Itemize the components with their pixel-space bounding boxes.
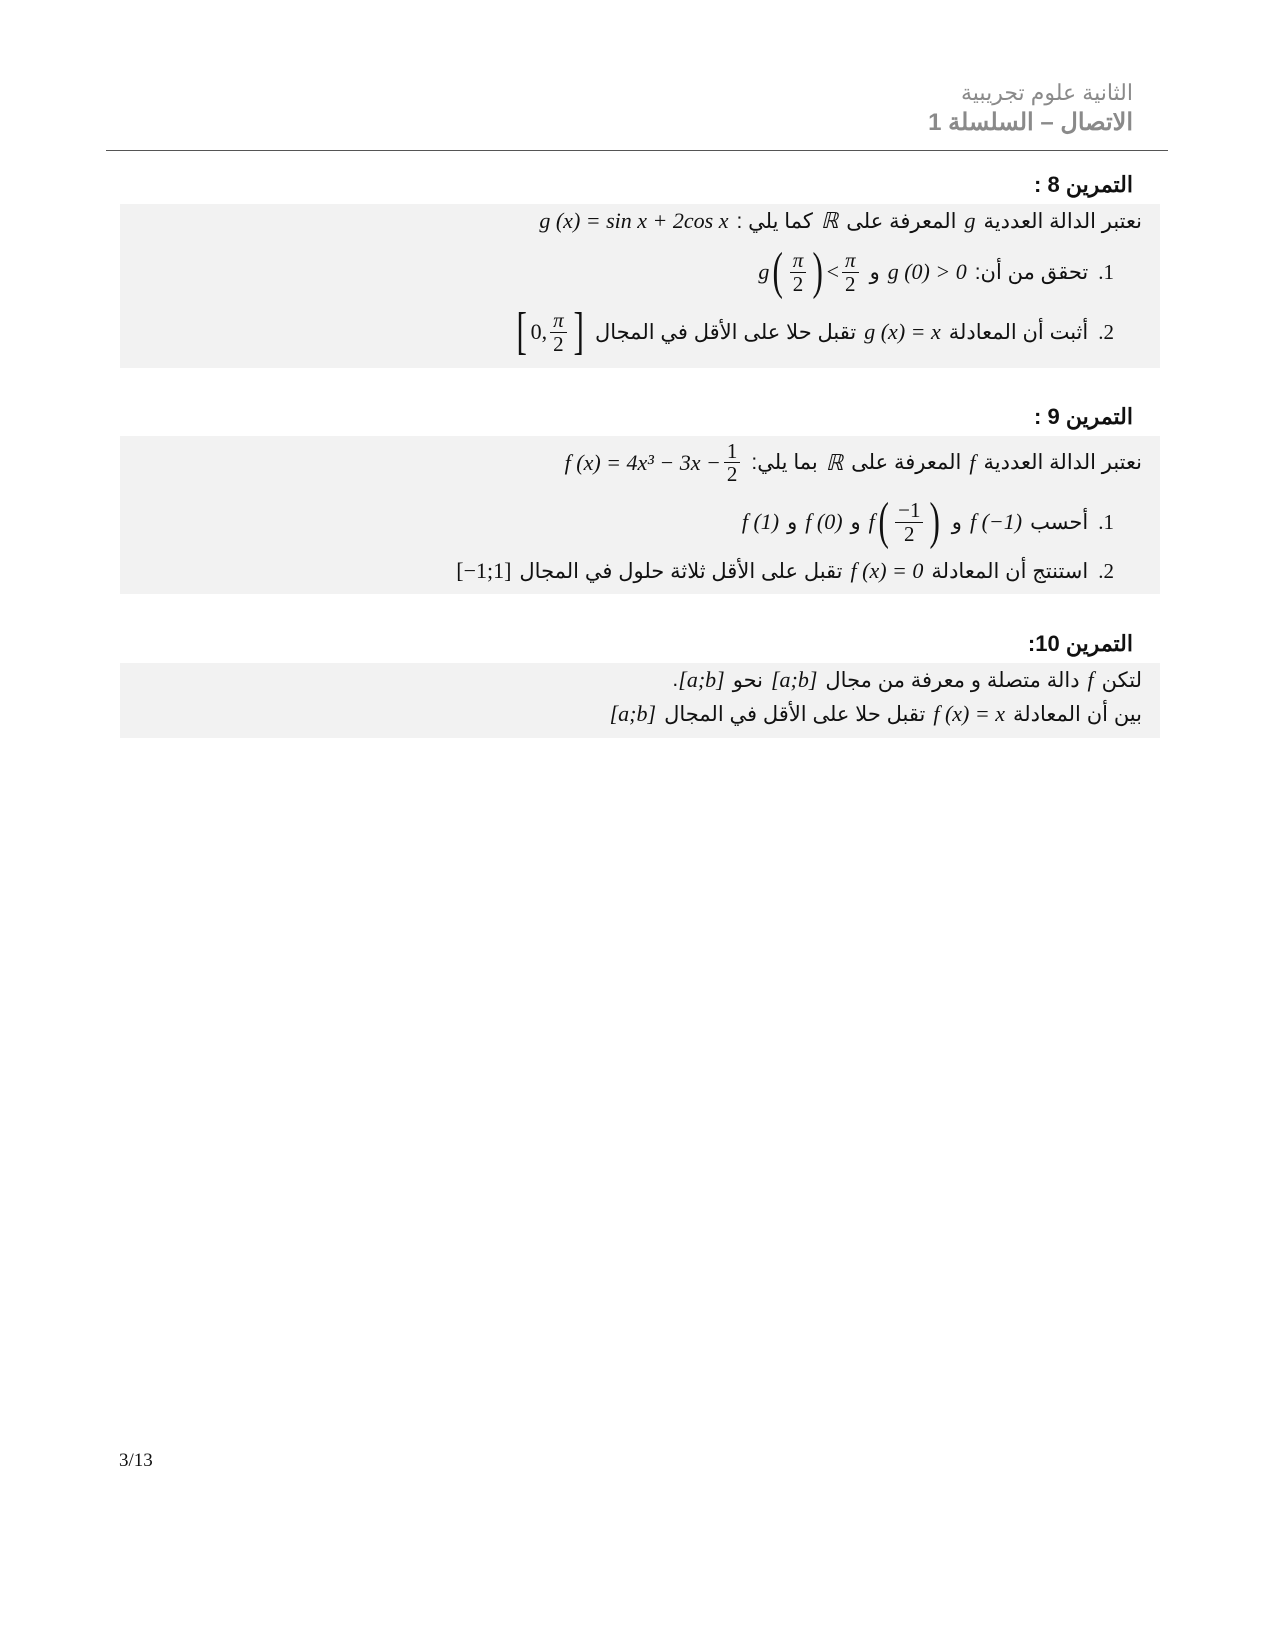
right-bracket: ] bbox=[573, 303, 584, 360]
as-follows-text: كما يلي : bbox=[736, 209, 813, 233]
page-number: 3/13 bbox=[119, 1450, 153, 1471]
question-text: أحسب bbox=[1030, 510, 1089, 534]
formula-main: f (x) = 4x³ − 3x − bbox=[564, 449, 721, 475]
question-text-b: تقبل على الأقل ثلاثة حلول في المجال bbox=[519, 559, 843, 583]
class-level: الثانية علوم تجريبية bbox=[961, 80, 1133, 105]
exercise-8-question-2 bbox=[513, 303, 1114, 360]
exercise-9-intro bbox=[565, 440, 1142, 485]
function-formula: g (x) = sin x + 2cos x bbox=[539, 208, 729, 233]
and-word: و bbox=[869, 260, 880, 284]
period: . bbox=[672, 668, 679, 691]
question-number: 2. bbox=[1098, 558, 1114, 583]
math-g0-positive: g (0) > 0 bbox=[887, 259, 967, 284]
text-continuous: دالة متصلة و معرفة من مجال bbox=[825, 668, 1080, 692]
exercise-8-intro bbox=[539, 208, 1142, 234]
text-has-solution: تقبل حلا على الأقل في المجال bbox=[664, 702, 926, 726]
exercise-9-title: التمرين 9 : bbox=[1034, 404, 1133, 429]
interval-0-pi-half bbox=[513, 303, 587, 360]
math-fx-equals-0: f (x) = 0 bbox=[850, 558, 924, 583]
less-than: < bbox=[826, 259, 840, 284]
and-word: و bbox=[951, 510, 962, 534]
denominator: 2 bbox=[726, 462, 738, 487]
left-paren: ( bbox=[878, 493, 889, 550]
question-number: 2. bbox=[1098, 319, 1114, 344]
exercise-8-question-1 bbox=[758, 243, 1114, 300]
math-fx-equals-x: f (x) = x bbox=[933, 701, 1005, 726]
denominator: 2 bbox=[553, 331, 564, 356]
pi-over-two bbox=[550, 309, 567, 354]
question-number: 1. bbox=[1098, 259, 1114, 284]
header-divider bbox=[106, 150, 1168, 151]
exercise-10-line-2 bbox=[610, 701, 1142, 727]
pi-over-two bbox=[790, 249, 807, 294]
numerator: 1 bbox=[724, 440, 741, 463]
and-word: و bbox=[850, 510, 861, 534]
math-f-1: f (1) bbox=[741, 509, 780, 534]
exercise-9-box bbox=[120, 436, 1160, 594]
math-g-pi-half-inequality bbox=[758, 243, 861, 300]
exercise-9-question-1 bbox=[741, 493, 1114, 550]
left-bracket: [ bbox=[516, 303, 528, 360]
intro-text: نعتبر الدالة العددية bbox=[983, 451, 1142, 475]
one-half bbox=[724, 440, 741, 485]
question-text: تحقق من أن: bbox=[974, 260, 1089, 284]
g-symbol: g bbox=[758, 259, 770, 284]
series-title: الاتصال – السلسلة 1 bbox=[928, 109, 1133, 136]
interval-ab: [a;b] bbox=[678, 667, 725, 692]
text-show: بين أن المعادلة bbox=[1012, 702, 1142, 726]
reals-symbol: ℝ bbox=[820, 208, 839, 233]
interval-minus1-1: [−1;1] bbox=[456, 558, 512, 583]
exercise-10-box bbox=[120, 663, 1160, 738]
f-symbol: f bbox=[868, 509, 875, 534]
question-text-b: تقبل حلا على الأقل في المجال bbox=[594, 320, 857, 344]
right-paren: ) bbox=[929, 493, 941, 550]
exercise-8-title: التمرين 8 : bbox=[1034, 172, 1133, 197]
denominator: 2 bbox=[904, 521, 915, 546]
as-follows-text: بما يلي: bbox=[751, 451, 818, 475]
numerator: π bbox=[550, 309, 567, 332]
function-name: g bbox=[964, 208, 976, 233]
denominator: 2 bbox=[845, 271, 856, 296]
question-text-a: استنتج أن المعادلة bbox=[931, 559, 1089, 583]
left-paren: ( bbox=[772, 243, 784, 300]
function-name: f bbox=[969, 449, 976, 475]
exercise-8-box bbox=[120, 204, 1160, 368]
interval-ab: [a;b] bbox=[609, 701, 657, 726]
question-text-a: أثبت أن المعادلة bbox=[948, 320, 1089, 344]
right-paren: ) bbox=[812, 243, 824, 300]
text-towards: نحو bbox=[732, 668, 763, 692]
numerator: π bbox=[790, 249, 807, 272]
defined-on-text: المعرفة على bbox=[846, 209, 957, 233]
reals-symbol: ℝ bbox=[825, 449, 844, 475]
math-f-minus-1: f (−1) bbox=[969, 509, 1023, 534]
question-number: 1. bbox=[1098, 509, 1114, 534]
denominator: 2 bbox=[792, 271, 804, 296]
math-f-0: f (0) bbox=[805, 509, 843, 534]
function-name: f bbox=[1087, 667, 1094, 692]
pi-over-two-rhs bbox=[842, 249, 859, 294]
interval-ab: [a;b] bbox=[770, 667, 818, 692]
exercise-9-question-2 bbox=[456, 558, 1114, 584]
and-word: و bbox=[787, 510, 798, 534]
text-let: لتكن bbox=[1101, 668, 1142, 692]
exercise-10-title: التمرين 10: bbox=[1027, 631, 1133, 656]
intro-text: نعتبر الدالة العددية bbox=[983, 209, 1142, 233]
math-f-minus-half bbox=[868, 493, 944, 550]
math-gx-equals-x: g (x) = x bbox=[864, 319, 941, 344]
numerator: π bbox=[842, 249, 859, 272]
document-header bbox=[928, 78, 1133, 138]
defined-on-text: المعرفة على bbox=[851, 451, 962, 475]
function-formula bbox=[565, 440, 744, 485]
minus-one-half bbox=[895, 499, 923, 544]
numerator: −1 bbox=[895, 499, 923, 522]
exercise-10-line-1 bbox=[672, 667, 1142, 693]
interval-start: 0, bbox=[530, 319, 548, 344]
